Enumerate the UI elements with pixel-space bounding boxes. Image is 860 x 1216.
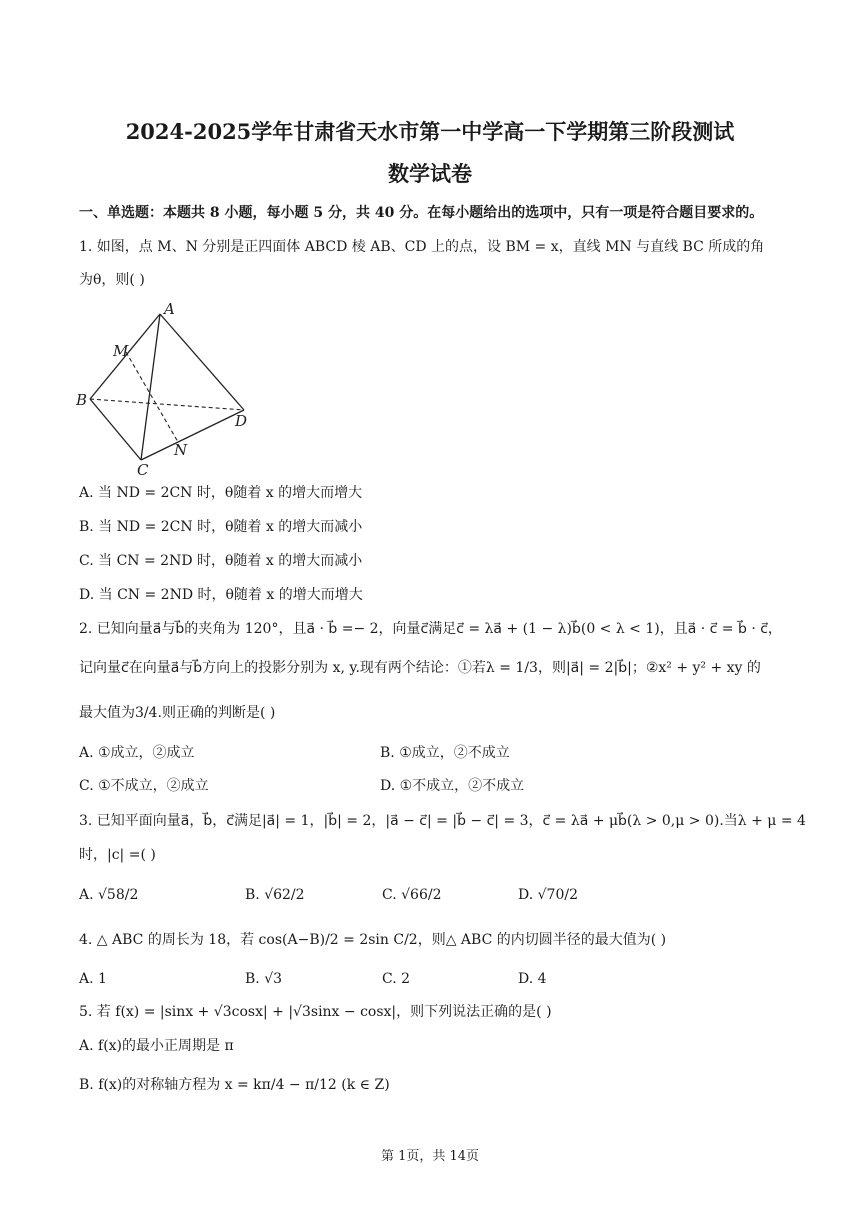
q1-stem-line2: 为θ，则( ) xyxy=(79,272,145,288)
q3-option-b: B. √62/2 xyxy=(245,887,305,903)
q1-option-d: D. 当 CN = 2ND 时，θ随着 x 的增大而增大 xyxy=(79,587,363,603)
q1-option-c: C. 当 CN = 2ND 时，θ随着 x 的增大而减小 xyxy=(79,553,363,569)
q2-option-c: C. ①不成立，②成立 xyxy=(79,778,209,794)
vertex-a-label: A xyxy=(164,302,175,318)
page-footer: 第 1页，共 14页 xyxy=(380,1149,480,1164)
q3-option-d: D. √70/2 xyxy=(518,887,578,903)
vertex-c-label: C xyxy=(137,461,149,477)
vertex-b-label: B xyxy=(76,391,88,409)
point-n-label: N xyxy=(174,441,188,459)
q2-stem-line3: 最大值为3/4.则正确的判断是( ) xyxy=(79,705,276,721)
q1-option-b: B. 当 ND = 2CN 时，θ随着 x 的增大而减小 xyxy=(79,519,363,535)
tetrahedron-figure xyxy=(76,302,256,477)
q2-option-d: D. ①不成立，②不成立 xyxy=(380,778,525,794)
exam-subtitle: 数学试卷 xyxy=(388,161,472,186)
q4-stem: 4. △ ABC 的周长为 18，若 cos(A−B)/2 = 2sin C/2，则△ ABC 的内切圆半径的最大值为( ) xyxy=(79,932,667,948)
q2-stem-line1: 2. 已知向量a⃗与b⃗的夹角为 120°，且a⃗ · b⃗ =− 2，向量c⃗满足c⃗ = λa⃗ + (1 − λ)b⃗(0 < λ < 1)，且a⃗ · c⃗ = b⃗ · c⃗， xyxy=(79,621,782,637)
q3-stem-line2: 时，|c| =( ) xyxy=(79,847,156,863)
q5-option-b: B. f(x)的对称轴方程为 x = kπ/4 − π/12 (k ∈ Z) xyxy=(79,1077,390,1093)
q4-option-c: C. 2 xyxy=(382,971,411,987)
q2-option-b: B. ①成立，②不成立 xyxy=(380,745,510,761)
q2-stem-line2: 记向量c⃗在向量a⃗与b⃗方向上的投影分别为 x, y.现有两个结论：①若λ = 1/3，则|a⃗| = 2|b⃗|；②x² + y² + xy 的 xyxy=(79,660,761,676)
point-m-label: M xyxy=(113,342,129,360)
q3-option-c: C. √66/2 xyxy=(382,887,442,903)
q3-option-a: A. √58/2 xyxy=(79,887,139,903)
exam-title: 2024-2025学年甘肃省天水市第一中学高一下学期第三阶段测试 xyxy=(125,119,735,144)
q1-stem-line1: 1. 如图，点 M、N 分别是正四面体 ABCD 棱 AB、CD 上的点，设 BM = x，直线 MN 与直线 BC 所成的角 xyxy=(79,239,765,255)
q3-stem-line1: 3. 已知平面向量a⃗，b⃗，c⃗满足|a⃗| = 1，|b⃗| = 2，|a⃗ − c⃗| = |b⃗ − c⃗| = 3，c⃗ = λa⃗ + μb⃗(λ > 0,μ > 0).当λ + μ = 4 xyxy=(79,813,806,829)
section-heading: 一、单选题：本题共 8 小题，每小题 5 分，共 40 分。在每小题给出的选项中，只有一项是符合题目要求的。 xyxy=(79,205,764,221)
q5-option-a: A. f(x)的最小正周期是 π xyxy=(79,1038,234,1054)
q5-stem: 5. 若 f(x) = |sinx + √3cosx| + |√3sinx − cosx|，则下列说法正确的是( ) xyxy=(79,1004,552,1020)
q4-option-a: A. 1 xyxy=(79,971,107,987)
q4-option-b: B. √3 xyxy=(245,971,283,987)
q4-option-d: D. 4 xyxy=(518,971,547,987)
vertex-d-label: D xyxy=(235,412,248,430)
q1-option-a: A. 当 ND = 2CN 时，θ随着 x 的增大而增大 xyxy=(79,485,363,501)
q2-option-a: A. ①成立，②成立 xyxy=(79,745,195,761)
